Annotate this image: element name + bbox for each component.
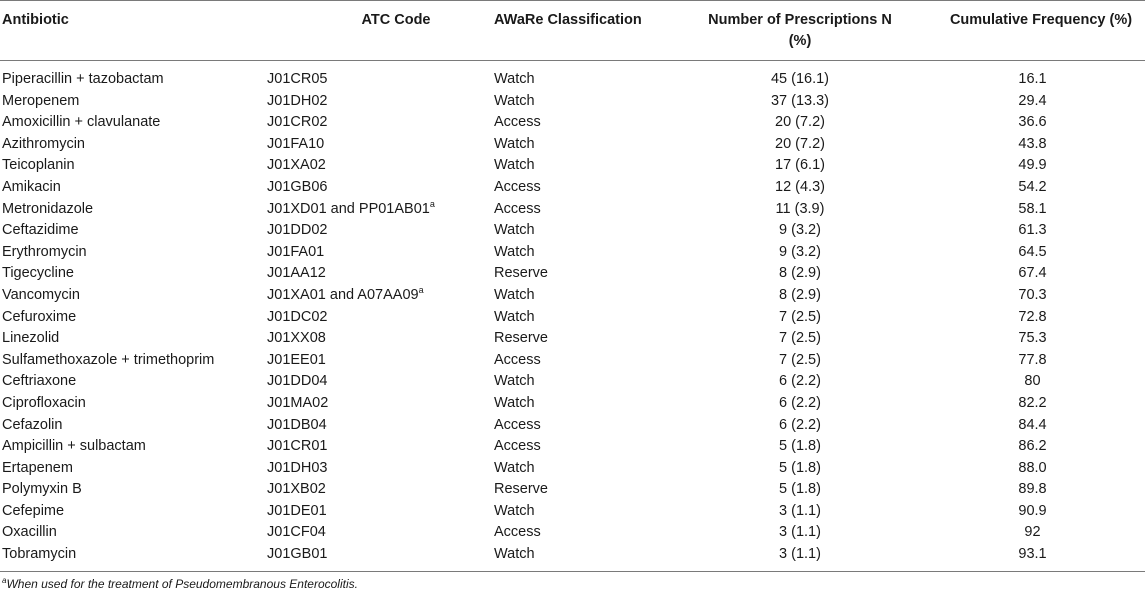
cell-cumulative-frequency-text: 43.8 — [1018, 135, 1047, 152]
cell-aware-classification — [494, 371, 680, 393]
cell-cumulative-frequency-text: 67.4 — [1018, 265, 1047, 282]
cell-cumulative-frequency — [920, 134, 1145, 156]
cell-prescriptions-text: 5 (1.8) — [779, 459, 821, 476]
cell-prescriptions-text: 37 (13.3) — [770, 92, 830, 109]
cell-antibiotic-text: Linezolid — [2, 330, 60, 347]
table-row — [0, 177, 1145, 199]
cell-aware-classification — [494, 415, 680, 437]
cell-atc-code-text: J01XA01 and A07AA09 — [267, 286, 419, 303]
cell-aware-classification-text: Watch — [494, 459, 535, 476]
cell-cumulative-frequency-text: 90.9 — [1018, 502, 1047, 519]
cell-cumulative-frequency-text: 84.4 — [1018, 416, 1047, 433]
cell-antibiotic-text: Metronidazole — [2, 200, 94, 217]
cell-aware-classification-text: Reserve — [494, 481, 548, 498]
cell-atc-code — [267, 285, 494, 307]
cell-aware-classification — [494, 522, 680, 544]
cell-antibiotic — [0, 328, 267, 350]
cell-prescriptions-text: 7 (2.5) — [779, 308, 821, 325]
cell-aware-classification — [494, 436, 680, 458]
cell-prescriptions — [680, 199, 920, 221]
cell-atc-code-text: J01XB02 — [267, 481, 326, 498]
cell-cumulative-frequency-text: 86.2 — [1018, 438, 1047, 455]
cell-aware-classification-text: Access — [494, 200, 541, 217]
cell-prescriptions — [680, 220, 920, 242]
table-row — [0, 522, 1145, 544]
cell-antibiotic — [0, 501, 267, 523]
cell-aware-classification — [494, 458, 680, 480]
cell-atc-code-text: J01FA10 — [267, 135, 325, 152]
cell-prescriptions-text: 11 (3.9) — [775, 200, 825, 217]
cell-antibiotic — [0, 479, 267, 501]
cell-prescriptions — [680, 307, 920, 329]
cell-atc-code — [267, 501, 494, 523]
table-body — [0, 69, 1145, 566]
cell-atc-code-text: J01FA01 — [267, 243, 325, 260]
cell-atc-code-text: J01DD02 — [267, 222, 328, 239]
cell-prescriptions — [680, 436, 920, 458]
cell-prescriptions-text: 6 (2.2) — [779, 373, 821, 390]
cell-aware-classification — [494, 91, 680, 113]
cell-antibiotic-text: Azithromycin — [2, 135, 85, 152]
cell-atc-code — [267, 371, 494, 393]
cell-prescriptions — [680, 458, 920, 480]
cell-atc-code-text: J01GB01 — [267, 546, 328, 563]
cell-atc-code-text: J01CF04 — [267, 524, 326, 541]
cell-aware-classification-text: Watch — [494, 157, 535, 174]
table-row — [0, 436, 1145, 458]
cell-prescriptions-text: 3 (1.1) — [779, 524, 821, 541]
cell-atc-code-text: J01XD01 and PP01AB01 — [267, 200, 430, 217]
cell-cumulative-frequency-text: 58.1 — [1018, 200, 1047, 217]
table-row — [0, 263, 1145, 285]
cell-prescriptions — [680, 69, 920, 91]
cell-cumulative-frequency — [920, 544, 1145, 566]
footnote-text: When used for the treatment of Pseudomembranous Enterocolitis. — [6, 577, 358, 591]
cell-antibiotic — [0, 134, 267, 156]
cell-prescriptions — [680, 350, 920, 372]
cell-prescriptions — [680, 285, 920, 307]
cell-aware-classification — [494, 479, 680, 501]
cell-cumulative-frequency-text: 77.8 — [1018, 351, 1047, 368]
footnote — [2, 577, 358, 591]
header-aware-classification: AWaRe Classification — [494, 12, 642, 28]
cell-antibiotic-text: Tigecycline — [2, 265, 74, 282]
cell-aware-classification-text: Reserve — [494, 330, 548, 347]
cell-atc-code — [267, 199, 494, 221]
cell-antibiotic-text: Teicoplanin — [2, 157, 75, 174]
cell-cumulative-frequency-text: 54.2 — [1018, 178, 1047, 195]
cell-antibiotic-text: Vancomycin — [2, 286, 80, 303]
cell-aware-classification-text: Access — [494, 114, 541, 131]
cell-prescriptions-text: 6 (2.2) — [779, 416, 821, 433]
cell-cumulative-frequency-text: 64.5 — [1018, 243, 1047, 260]
bottom-rule — [0, 571, 1145, 572]
table-row — [0, 479, 1145, 501]
cell-prescriptions — [680, 501, 920, 523]
data-table — [0, 69, 1145, 566]
cell-aware-classification — [494, 242, 680, 264]
table-row — [0, 307, 1145, 329]
cell-atc-code — [267, 307, 494, 329]
cell-antibiotic — [0, 199, 267, 221]
cell-antibiotic — [0, 220, 267, 242]
cell-atc-code-text: J01EE01 — [267, 351, 326, 368]
cell-cumulative-frequency — [920, 242, 1145, 264]
cell-atc-code — [267, 393, 494, 415]
table-row — [0, 220, 1145, 242]
cell-aware-classification-text: Reserve — [494, 265, 548, 282]
cell-prescriptions — [680, 242, 920, 264]
cell-prescriptions-text: 12 (4.3) — [775, 178, 825, 195]
cell-antibiotic — [0, 69, 267, 91]
cell-antibiotic-text: Sulfamethoxazole + trimethoprim — [2, 351, 215, 368]
table-row — [0, 544, 1145, 566]
cell-prescriptions-text: 20 (7.2) — [775, 114, 825, 131]
cell-prescriptions-text: 45 (16.1) — [770, 71, 830, 87]
cell-atc-code — [267, 458, 494, 480]
top-rule — [0, 0, 1145, 1]
cell-atc-code — [267, 220, 494, 242]
cell-aware-classification-text: Watch — [494, 222, 535, 239]
cell-aware-classification-text: Watch — [494, 92, 535, 109]
cell-atc-code-text: J01XA02 — [267, 157, 326, 174]
cell-atc-code — [267, 436, 494, 458]
cell-prescriptions — [680, 393, 920, 415]
table-row — [0, 415, 1145, 437]
cell-antibiotic-text: Erythromycin — [2, 243, 87, 260]
table-row — [0, 501, 1145, 523]
table-row — [0, 328, 1145, 350]
cell-aware-classification — [494, 69, 680, 91]
cell-aware-classification-text: Watch — [494, 135, 535, 152]
cell-atc-code — [267, 242, 494, 264]
cell-antibiotic-text: Ceftazidime — [2, 222, 79, 239]
cell-cumulative-frequency — [920, 393, 1145, 415]
cell-aware-classification — [494, 177, 680, 199]
cell-antibiotic — [0, 436, 267, 458]
cell-cumulative-frequency — [920, 522, 1145, 544]
cell-prescriptions-text: 3 (1.1) — [779, 502, 821, 519]
cell-aware-classification-text: Watch — [494, 286, 535, 303]
cell-antibiotic — [0, 263, 267, 285]
cell-antibiotic-text: Ceftriaxone — [2, 373, 77, 390]
table-row — [0, 242, 1145, 264]
cell-cumulative-frequency-text: 89.8 — [1018, 481, 1047, 498]
cell-atc-code — [267, 69, 494, 91]
cell-aware-classification-text: Watch — [494, 71, 535, 87]
cell-atc-code-text: J01DE01 — [267, 502, 327, 519]
cell-antibiotic-text: Tobramycin — [2, 546, 77, 563]
cell-antibiotic-text: Ciprofloxacin — [2, 394, 86, 411]
cell-atc-code-text: J01DB04 — [267, 416, 327, 433]
cell-antibiotic — [0, 285, 267, 307]
cell-atc-code-text: J01DD04 — [267, 373, 328, 390]
cell-atc-code — [267, 544, 494, 566]
cell-atc-code — [267, 263, 494, 285]
cell-cumulative-frequency — [920, 263, 1145, 285]
cell-aware-classification — [494, 307, 680, 329]
cell-atc-code — [267, 155, 494, 177]
cell-prescriptions — [680, 479, 920, 501]
cell-cumulative-frequency — [920, 177, 1145, 199]
cell-aware-classification — [494, 220, 680, 242]
cell-antibiotic — [0, 522, 267, 544]
cell-prescriptions-text: 7 (2.5) — [779, 351, 821, 368]
cell-prescriptions — [680, 263, 920, 285]
cell-cumulative-frequency-text: 49.9 — [1018, 157, 1047, 174]
cell-antibiotic — [0, 371, 267, 393]
cell-cumulative-frequency — [920, 285, 1145, 307]
cell-aware-classification — [494, 393, 680, 415]
header-rule — [0, 60, 1145, 61]
table-row — [0, 91, 1145, 113]
cell-atc-code — [267, 112, 494, 134]
cell-atc-code-text: J01CR02 — [267, 114, 328, 131]
cell-atc-code-text: J01CR01 — [267, 438, 328, 455]
cell-prescriptions — [680, 328, 920, 350]
cell-atc-code-text: J01AA12 — [267, 265, 326, 282]
cell-antibiotic-text: Amoxicillin + clavulanate — [2, 114, 161, 131]
cell-cumulative-frequency-text: 88.0 — [1018, 459, 1047, 476]
cell-aware-classification — [494, 134, 680, 156]
cell-antibiotic — [0, 393, 267, 415]
cell-aware-classification-text: Watch — [494, 502, 535, 519]
cell-cumulative-frequency-text: 92 — [1024, 524, 1041, 541]
cell-cumulative-frequency-text: 61.3 — [1018, 222, 1047, 239]
cell-cumulative-frequency-text: 80 — [1024, 373, 1041, 390]
cell-aware-classification-text: Access — [494, 438, 541, 455]
cell-atc-code-text: J01MA02 — [267, 394, 329, 411]
cell-aware-classification-text: Access — [494, 178, 541, 195]
cell-prescriptions — [680, 544, 920, 566]
cell-atc-code — [267, 134, 494, 156]
cell-atc-code-text: J01DH02 — [267, 92, 328, 109]
cell-aware-classification — [494, 350, 680, 372]
cell-aware-classification-text: Access — [494, 351, 541, 368]
cell-cumulative-frequency — [920, 415, 1145, 437]
cell-cumulative-frequency — [920, 501, 1145, 523]
footnote-marker: a — [418, 285, 424, 296]
cell-antibiotic — [0, 155, 267, 177]
cell-prescriptions-text: 3 (1.1) — [779, 546, 821, 563]
cell-cumulative-frequency — [920, 458, 1145, 480]
cell-antibiotic — [0, 458, 267, 480]
cell-atc-code-text: J01CR05 — [267, 71, 328, 87]
cell-cumulative-frequency — [920, 220, 1145, 242]
cell-aware-classification — [494, 285, 680, 307]
cell-prescriptions — [680, 155, 920, 177]
cell-aware-classification — [494, 263, 680, 285]
cell-antibiotic — [0, 415, 267, 437]
cell-aware-classification — [494, 199, 680, 221]
cell-antibiotic — [0, 242, 267, 264]
cell-prescriptions — [680, 134, 920, 156]
cell-aware-classification-text: Watch — [494, 373, 535, 390]
cell-atc-code — [267, 415, 494, 437]
cell-prescriptions-text: 7 (2.5) — [779, 330, 821, 347]
cell-antibiotic-text: Piperacillin + tazobactam — [2, 71, 164, 87]
footnote-marker: a — [2, 576, 7, 585]
cell-cumulative-frequency-text: 82.2 — [1018, 394, 1047, 411]
cell-prescriptions-text: 20 (7.2) — [775, 135, 825, 152]
header-number-of-prescriptions — [680, 10, 920, 52]
header-cumulative-frequency: Cumulative Frequency (%) — [949, 12, 1133, 28]
cell-antibiotic-text: Cefazolin — [2, 416, 63, 433]
table-row — [0, 134, 1145, 156]
cell-prescriptions — [680, 91, 920, 113]
cell-atc-code-text: J01DC02 — [267, 308, 328, 325]
cell-cumulative-frequency-text: 72.8 — [1018, 308, 1047, 325]
footnote-marker: a — [429, 198, 435, 209]
cell-cumulative-frequency — [920, 350, 1145, 372]
cell-prescriptions-text: 17 (6.1) — [775, 157, 825, 174]
cell-atc-code-text: J01DH03 — [267, 459, 328, 476]
cell-prescriptions — [680, 112, 920, 134]
cell-atc-code — [267, 91, 494, 113]
cell-aware-classification-text: Watch — [494, 546, 535, 563]
cell-prescriptions-text: 8 (2.9) — [779, 286, 821, 303]
cell-atc-code — [267, 522, 494, 544]
cell-prescriptions-text: 5 (1.8) — [779, 481, 821, 498]
cell-cumulative-frequency — [920, 155, 1145, 177]
cell-cumulative-frequency — [920, 307, 1145, 329]
cell-atc-code — [267, 328, 494, 350]
cell-cumulative-frequency — [920, 371, 1145, 393]
cell-prescriptions-text: 9 (3.2) — [779, 243, 821, 260]
table-row — [0, 69, 1145, 91]
header-antibiotic: Antibiotic — [2, 12, 69, 28]
cell-cumulative-frequency — [920, 328, 1145, 350]
header-atc-code: ATC Code — [361, 12, 431, 28]
cell-cumulative-frequency-text: 16.1 — [1018, 71, 1047, 87]
cell-cumulative-frequency-text: 93.1 — [1018, 546, 1047, 563]
cell-atc-code-text: J01XX08 — [267, 330, 326, 347]
cell-aware-classification — [494, 501, 680, 523]
cell-antibiotic-text: Polymyxin B — [2, 481, 82, 498]
cell-atc-code — [267, 479, 494, 501]
cell-aware-classification-text: Watch — [494, 308, 535, 325]
cell-antibiotic-text: Ertapenem — [2, 459, 73, 476]
cell-prescriptions — [680, 371, 920, 393]
cell-aware-classification-text: Access — [494, 416, 541, 433]
cell-antibiotic — [0, 307, 267, 329]
cell-antibiotic-text: Oxacillin — [2, 524, 57, 541]
cell-aware-classification — [494, 328, 680, 350]
cell-antibiotic-text: Meropenem — [2, 92, 80, 109]
cell-prescriptions — [680, 177, 920, 199]
cell-cumulative-frequency-text: 70.3 — [1018, 286, 1047, 303]
cell-prescriptions — [680, 522, 920, 544]
cell-prescriptions-text: 8 (2.9) — [779, 265, 821, 282]
cell-cumulative-frequency-text: 29.4 — [1018, 92, 1047, 109]
table-row — [0, 393, 1145, 415]
cell-cumulative-frequency — [920, 112, 1145, 134]
cell-prescriptions — [680, 415, 920, 437]
cell-antibiotic — [0, 177, 267, 199]
cell-cumulative-frequency — [920, 436, 1145, 458]
cell-atc-code-text: J01GB06 — [267, 178, 328, 195]
cell-aware-classification — [494, 112, 680, 134]
cell-aware-classification-text: Watch — [494, 243, 535, 260]
cell-antibiotic-text: Cefepime — [2, 502, 65, 519]
cell-prescriptions-text: 9 (3.2) — [779, 222, 821, 239]
cell-cumulative-frequency — [920, 91, 1145, 113]
cell-antibiotic-text: Cefuroxime — [2, 308, 77, 325]
table-row — [0, 112, 1145, 134]
cell-aware-classification-text: Access — [494, 524, 541, 541]
table-row — [0, 458, 1145, 480]
cell-aware-classification — [494, 155, 680, 177]
cell-cumulative-frequency-text: 36.6 — [1018, 114, 1047, 131]
header-prescriptions-line1: Number of Prescriptions N — [708, 12, 892, 28]
cell-cumulative-frequency — [920, 479, 1145, 501]
cell-prescriptions-text: 5 (1.8) — [779, 438, 821, 455]
cell-cumulative-frequency — [920, 199, 1145, 221]
cell-antibiotic — [0, 112, 267, 134]
cell-atc-code — [267, 177, 494, 199]
header-prescriptions-line2: (%) — [788, 33, 812, 49]
table-row — [0, 155, 1145, 177]
cell-antibiotic — [0, 91, 267, 113]
cell-antibiotic-text: Ampicillin + sulbactam — [2, 438, 146, 455]
cell-prescriptions-text: 6 (2.2) — [779, 394, 821, 411]
cell-antibiotic — [0, 350, 267, 372]
table-row — [0, 371, 1145, 393]
cell-cumulative-frequency-text: 75.3 — [1018, 330, 1047, 347]
cell-aware-classification-text: Watch — [494, 394, 535, 411]
cell-aware-classification — [494, 544, 680, 566]
table-row — [0, 285, 1145, 307]
cell-cumulative-frequency — [920, 69, 1145, 91]
cell-atc-code — [267, 350, 494, 372]
cell-antibiotic — [0, 544, 267, 566]
table-row — [0, 199, 1145, 221]
table-row — [0, 350, 1145, 372]
cell-antibiotic-text: Amikacin — [2, 178, 61, 195]
